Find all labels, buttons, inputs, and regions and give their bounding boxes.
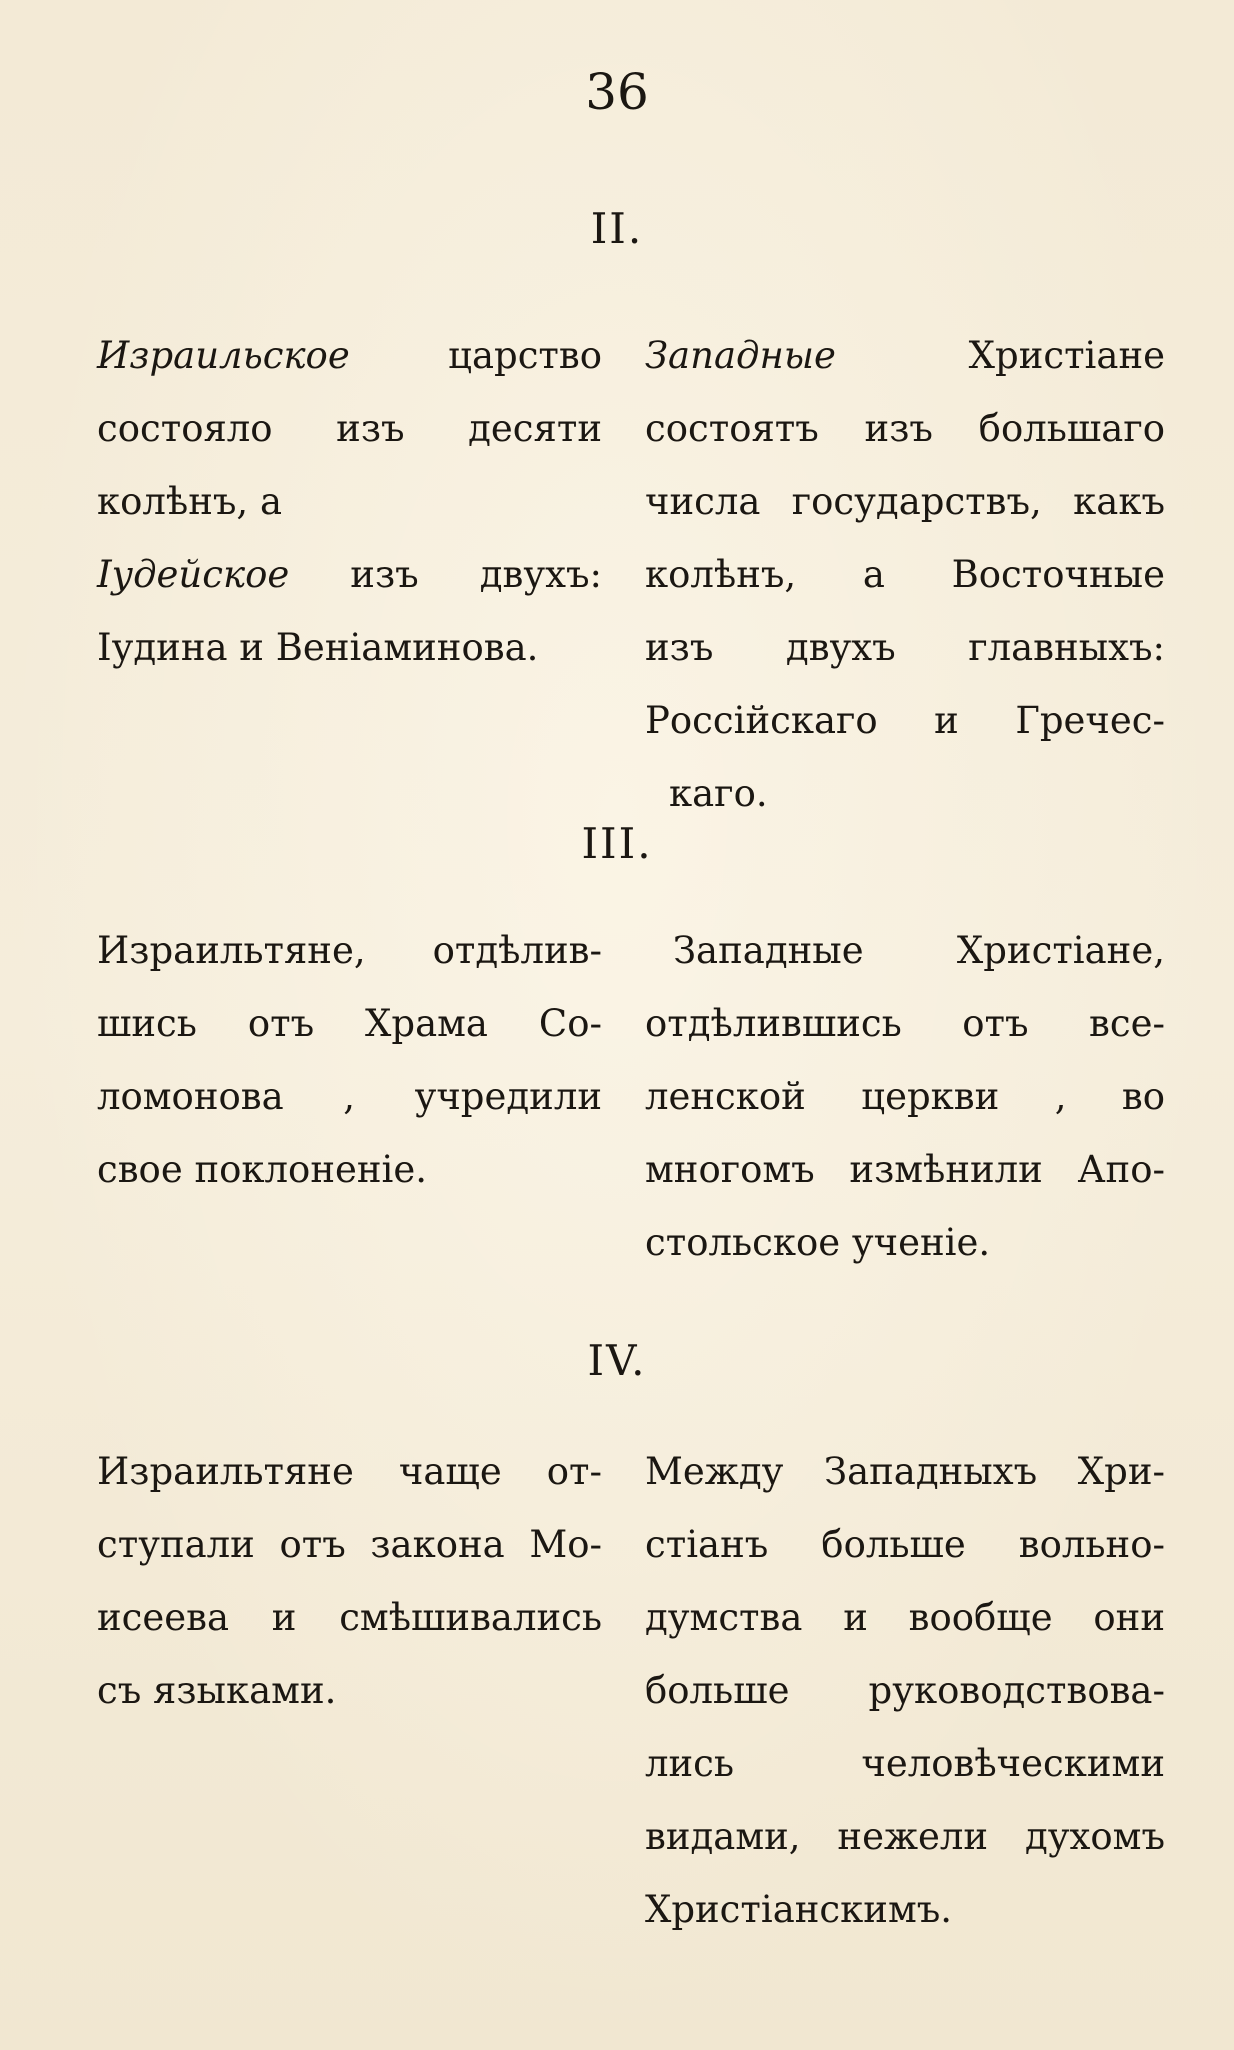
text-line — [645, 319, 1165, 392]
text-line: свое поклоненіе. — [97, 1148, 428, 1191]
text-line: ломонова , учредили — [97, 1075, 602, 1118]
text-line: думства и вообще они — [645, 1596, 1165, 1639]
text-line: стольское ученіе. — [645, 1221, 991, 1264]
text-line — [97, 538, 602, 611]
text-line: каго. — [669, 772, 768, 815]
text-line: состояло изъ десяти — [97, 407, 602, 450]
text-line: колѣнъ, а — [97, 480, 282, 523]
text-line: Россійскаго и Гречес- — [645, 699, 1165, 742]
text-line: ступали отъ закона Мо- — [97, 1523, 602, 1566]
text-line: Іудина и Веніаминова. — [97, 626, 539, 669]
text-line: съ языками. — [97, 1669, 337, 1712]
section-ii-left-column — [97, 319, 602, 684]
text-line: стіанъ больше вольно- — [645, 1523, 1165, 1566]
section-heading-iv: IV. — [587, 1336, 647, 1385]
text-line: Христіанскимъ. — [645, 1888, 953, 1931]
text-line: больше руководствова- — [645, 1669, 1165, 1712]
italic-term: Западные — [645, 334, 836, 377]
italic-term: Іудейское — [97, 553, 290, 596]
text-line: видами, нежели духомъ — [645, 1815, 1165, 1858]
section-iv-right-column — [645, 1435, 1165, 1946]
text-line: исеева и смѣшивались — [97, 1596, 602, 1639]
text-line: Западные Христіане, — [673, 929, 1165, 972]
section-iv-left-column — [97, 1435, 602, 1727]
text-line: состоятъ изъ большаго — [645, 407, 1165, 450]
section-heading-ii: II. — [590, 204, 644, 253]
text-line: Израильтяне чаще от- — [97, 1450, 602, 1493]
line-text: царство — [349, 334, 602, 377]
section-ii-right-column — [645, 319, 1165, 830]
section-iii-right-column — [645, 914, 1165, 1279]
text-line: ленской церкви , во — [645, 1075, 1165, 1118]
line-text: Христіане — [835, 334, 1165, 377]
line-text: изъ двухъ: — [289, 553, 602, 596]
text-line: отдѣлившись отъ все- — [645, 1002, 1165, 1045]
text-line: изъ двухъ главныхъ: — [645, 626, 1165, 669]
text-line: числа государствъ, какъ — [645, 480, 1165, 523]
section-heading-iii: III. — [581, 819, 653, 868]
section-iii-left-column — [97, 914, 602, 1206]
text-line: шись отъ Храма Со- — [97, 1002, 602, 1045]
text-line: лись человѣческими — [645, 1742, 1165, 1785]
page-number: 36 — [585, 63, 649, 121]
text-line: Израильтяне, отдѣлив- — [97, 929, 602, 972]
text-line: многомъ измѣнили Апо- — [645, 1148, 1165, 1191]
text-line: колѣнъ, а Восточные — [645, 553, 1165, 596]
text-line — [97, 319, 602, 392]
italic-term: Израильское — [97, 334, 350, 377]
text-line: Между Западныхъ Хри- — [645, 1450, 1165, 1493]
